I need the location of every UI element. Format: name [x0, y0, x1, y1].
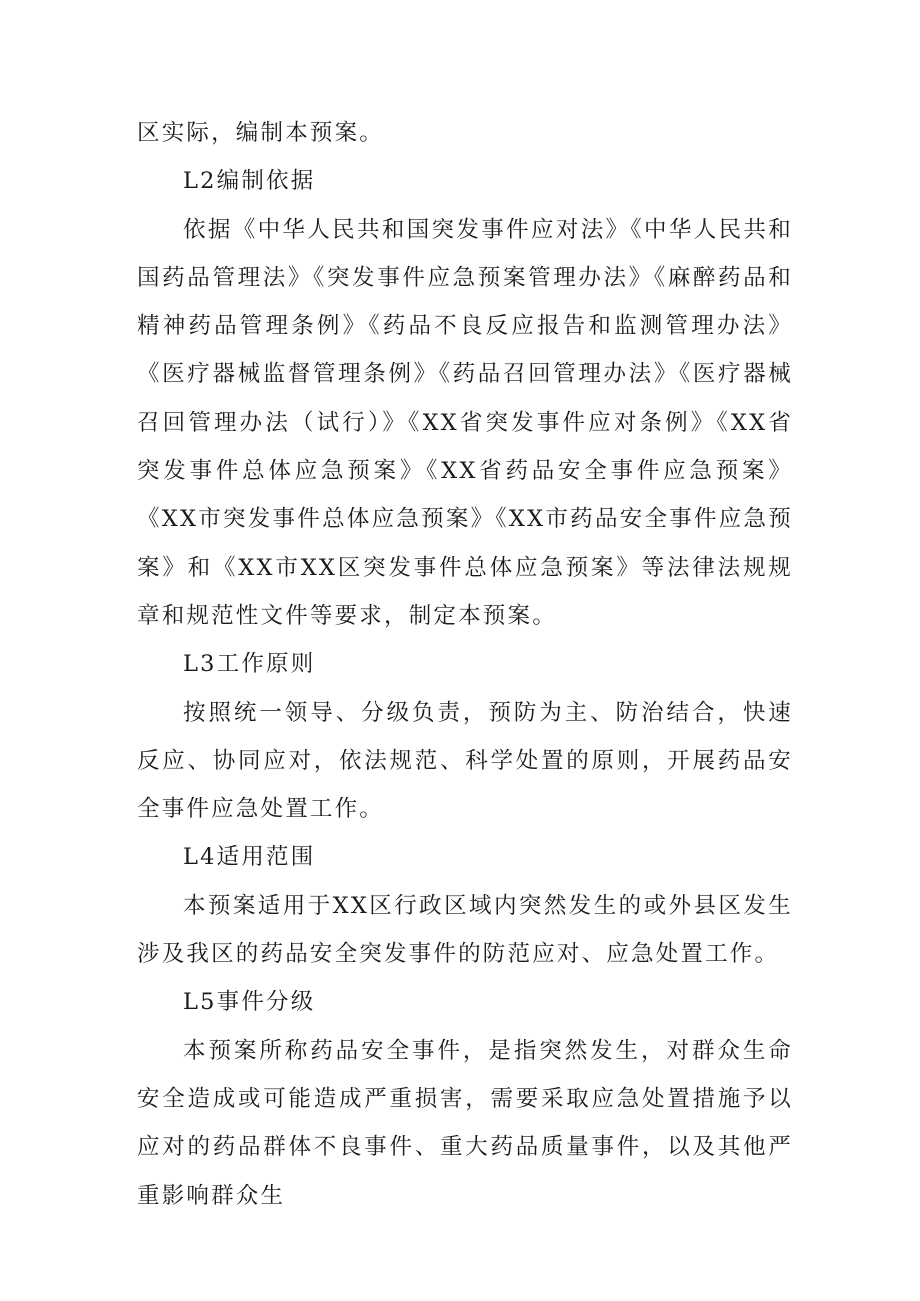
basis-paragraph: 依据《中华人民共和国突发事件应对法》《中华人民共和国药品管理法》《突发事件应急预案管理办法》《麻醉药品和精神药品管理条例》《药品不良反应报告和监测管理办法》《医疗器械监督管理条例》《药品召回管理办法》《医疗器械召回管理办法（试行）》《XX省突发事件应对条例》《XX省突发事件总体应急预案》《XX省药品安全事件应急预案》《XX市突发事件总体应急预案》《XX市药品安全事件应急预案》和《XX市XX区突发事件总体应急预案》等法律法规规章和规范性文件等要求，制定本预案。	[137, 216, 793, 629]
document-body	[137, 109, 793, 1220]
scope-paragraph: 本预案适用于XX区行政区域内突然发生的或外县区发生涉及我区的药品安全突发事件的防范应对、应急处置工作。	[137, 892, 793, 968]
section-heading-basis: L2编制依据	[183, 168, 316, 195]
section-heading-principles: L3工作原则	[183, 651, 316, 678]
intro-continuation-paragraph: 区实际，编制本预案。	[137, 120, 385, 146]
section-heading-classification: L5事件分级	[183, 989, 316, 1016]
principles-paragraph: 按照统一领导、分级负责，预防为主、防治结合，快速反应、协同应对，依法规范、科学处置的原则，开展药品安全事件应急处置工作。	[137, 699, 793, 823]
classification-paragraph: 本预案所称药品安全事件，是指突然发生，对群众生命安全造成或可能造成严重损害，需要采取应急处置措施予以应对的药品群体不良事件、重大药品质量事件，以及其他严重影响群众生	[137, 1037, 793, 1209]
section-heading-scope: L4适用范围	[183, 844, 316, 871]
